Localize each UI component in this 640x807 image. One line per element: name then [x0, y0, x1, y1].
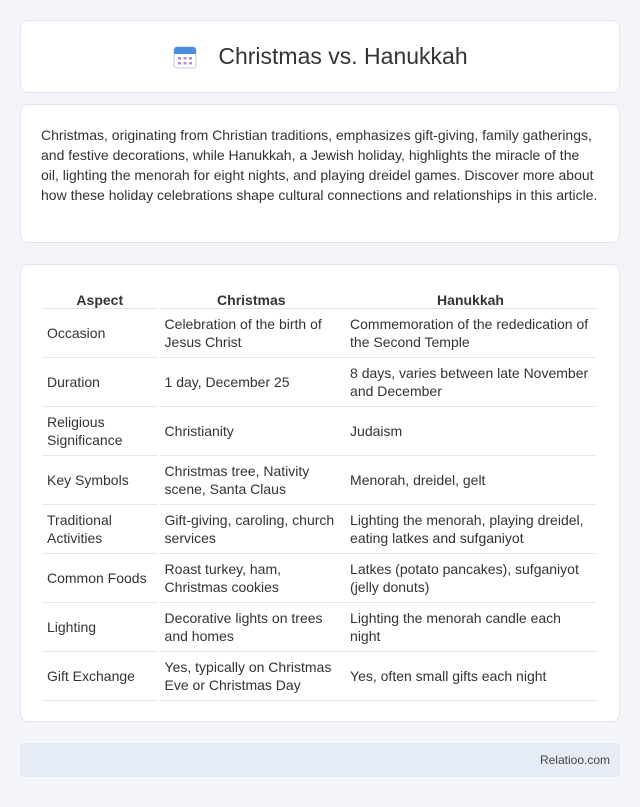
table-row [42, 456, 596, 505]
footer [20, 743, 620, 777]
header-hanukkah: Hanukkah [345, 285, 596, 309]
intro-card [20, 104, 620, 243]
row-christmas: Christianity [160, 407, 343, 456]
row-hanukkah: Commemoration of the rededication of the Second Temple [345, 309, 596, 358]
row-aspect: Occasion [42, 309, 158, 358]
row-christmas: Roast turkey, ham, Christmas cookies [160, 554, 343, 603]
row-aspect: Gift Exchange [42, 652, 158, 701]
table-row [42, 652, 596, 701]
header [172, 43, 467, 70]
comparison-card [20, 264, 620, 722]
row-christmas: Celebration of the birth of Jesus Christ [160, 309, 343, 358]
row-hanukkah: Judaism [345, 407, 596, 456]
table-header-row [42, 285, 596, 309]
intro-paragraph: Christmas, originating from Christian traditions, emphasizes gift-giving, family gatherings, and festive decorations, while Hanukkah, a Jewish holiday, highlights the miracle of the oil, lighting the menorah for eight nights, and playing dreidel games. Discover more about how these holiday celebrations shape cultural connections and relationships in this article. [41, 127, 598, 203]
footer-site-link[interactable]: Relatioo.com [539, 753, 610, 767]
row-christmas: Christmas tree, Nativity scene, Santa Claus [160, 456, 343, 505]
row-christmas: 1 day, December 25 [160, 358, 343, 407]
table-row [42, 505, 596, 554]
table-row [42, 407, 596, 456]
row-hanukkah: Yes, often small gifts each night [345, 652, 596, 701]
table-row [42, 603, 596, 652]
row-aspect: Duration [42, 358, 158, 407]
table-row [42, 554, 596, 603]
row-hanukkah: Latkes (potato pancakes), sufganiyot (jelly donuts) [345, 554, 596, 603]
row-aspect: Religious Significance [42, 407, 158, 456]
comparison-table [40, 285, 598, 701]
header-card [20, 20, 620, 93]
row-christmas: Gift-giving, caroling, church services [160, 505, 343, 554]
table-row [42, 309, 596, 358]
row-aspect: Key Symbols [42, 456, 158, 505]
header-christmas: Christmas [160, 285, 343, 309]
calendar-icon [172, 44, 198, 70]
table-row [42, 358, 596, 407]
row-christmas: Yes, typically on Christmas Eve or Christmas Day [160, 652, 343, 701]
row-aspect: Common Foods [42, 554, 158, 603]
row-hanukkah: Lighting the menorah candle each night [345, 603, 596, 652]
row-hanukkah: Menorah, dreidel, gelt [345, 456, 596, 505]
row-hanukkah: 8 days, varies between late November and December [345, 358, 596, 407]
header-aspect: Aspect [42, 285, 158, 309]
row-aspect: Traditional Activities [42, 505, 158, 554]
row-christmas: Decorative lights on trees and homes [160, 603, 343, 652]
row-aspect: Lighting [42, 603, 158, 652]
page-title: Christmas vs. Hanukkah [218, 43, 468, 69]
row-hanukkah: Lighting the menorah, playing dreidel, eating latkes and sufganiyot [345, 505, 596, 554]
